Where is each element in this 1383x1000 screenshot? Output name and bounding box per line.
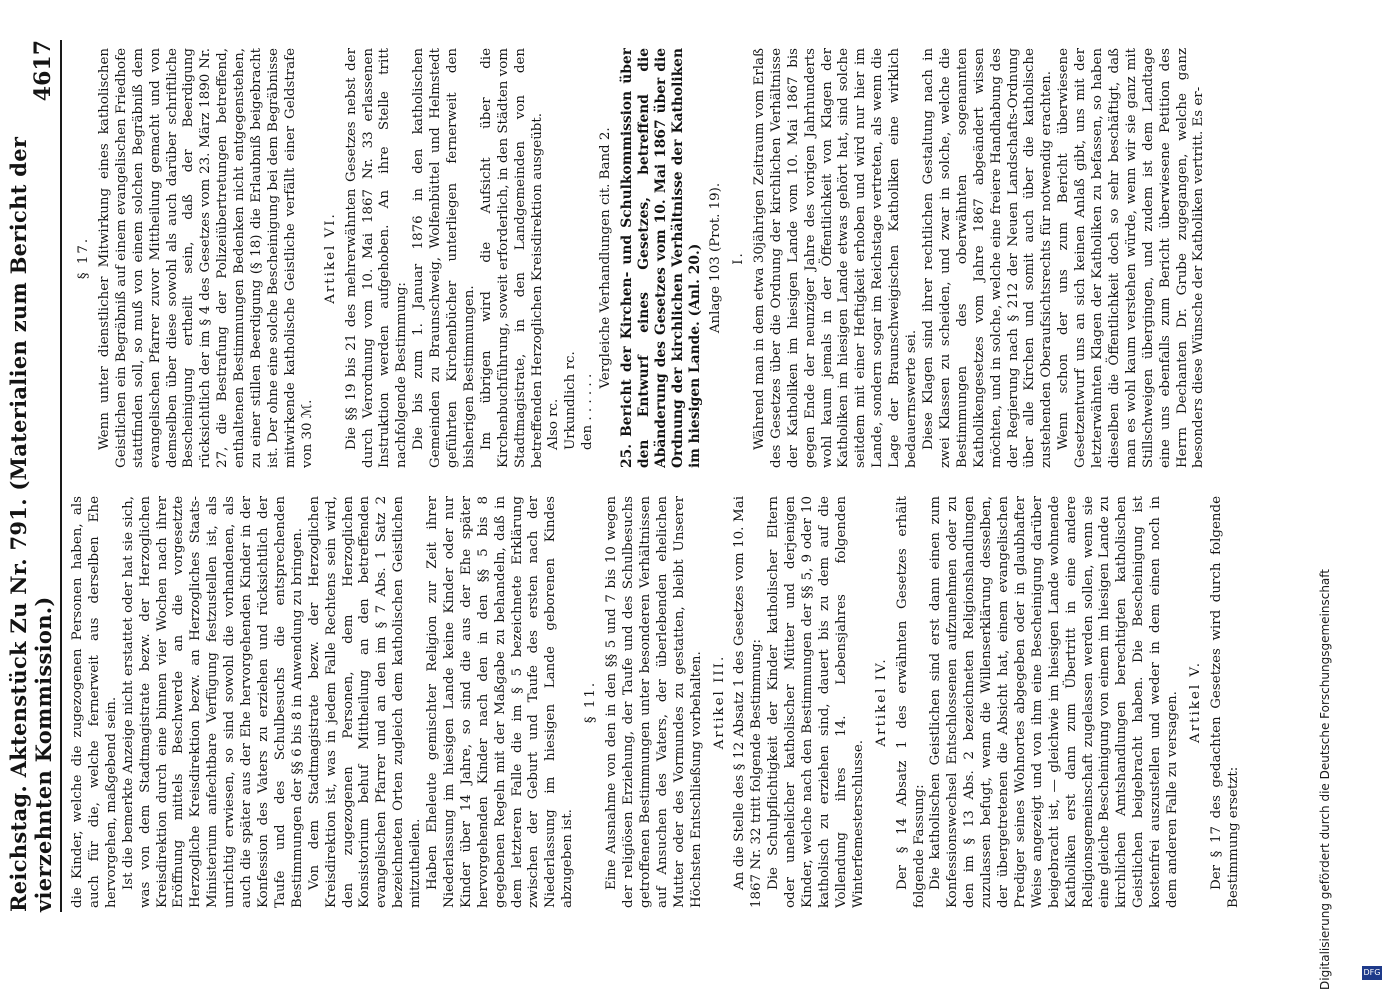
paragraph: Von dem Stadtmagistrate bezw. der Herzoglichen Kreisdirektion ist, was in jedem Falle Rechtens sein wird, den zugezogenen Personen, dem Herzoglichen Konsistorium behuf Mittheilung an den betreffenden evangelischen Pfarrer und an den im § 7 Abs. 1 Satz 2 bezeichneten Orten zugleich dem katholischen Geistlichen mitzutheilen.: [306, 496, 424, 908]
column-left: [70, 496, 1383, 908]
dfg-logo: DFG: [1362, 966, 1382, 980]
page-header: [6, 40, 62, 912]
paragraph: Die Schulpflichtigkeit der Kinder katholischer Eltern oder unehelicher katholischer Mütter und derjenigen Kinder, welche nach den Bestimmungen der §§ 5, 9 oder 10 katholisch zu erziehen sind, dauert bis zu dem auf die Vollendung ihres 14. Lebensjahres folgenden Winterfemesterschlusse.: [766, 496, 866, 908]
paragraph: Eine Ausnahme von den in den §§ 5 und 7 bis 10 wegen der religiösen Erziehung, der Taufe und des Schulbesuchs getroffenen Bestimmungen unter besonderen Verhältnissen auf Ansuchen des Vaters, der überlebenden ehelichen Mutter oder des Vormundes zu gestatten, bleibt Unserer Höchsten Entschließung vorbehalten.: [604, 496, 704, 908]
paragraph: Wenn schon der uns zum Bericht überwiesene Gesetzentwurf uns an sich keinen Anlaß gibt, uns mit der letzterwähnten Klagen der Katholiken zu befassen, so haben dieselben die Öffentlichkeit doch so sehr beschäftigt, daß man es wohl kaum verstehen würde, wenn wir sie ganz mit Stillschweigen übergingen, und zudem ist dem Landtage eine uns ebenfalls zum Bericht überwiesene Petition des Herrn Dechanten Dr. Grube zugegangen, welche ganz besonders diese Wünsche der Katholiken vertritt. Es er-: [1056, 48, 1207, 468]
paragraph: die Kinder, welche die zugezogenen Personen haben, als auch für die, welche fernerweit aus derselben Ehe hervorgehen, maßgebend sein.: [70, 496, 119, 908]
report-title: 25. Bericht der Kirchen- und Schulkommission über den Entwurf eines Gesetzes, betreffend die Abänderung des Gesetzes vom 10. Mai 1867 über die Ordnung der kirchlichen Verhältnisse der Katholiken im hiesigen Lande. (Anl. 20.): [619, 48, 704, 468]
formula-date: den . . . . . .: [580, 373, 596, 450]
column-right: [70, 48, 1383, 468]
roman-numeral: I.: [731, 251, 746, 265]
compare-note: Vergleiche Verhandlungen cit. Band 2.: [598, 127, 614, 389]
section-heading: § 17.: [76, 236, 91, 280]
paragraph: An die Stelle des § 12 Absatz 1 des Gesetzes vom 10. Mai 1867 Nr. 32 tritt folgende Bestimmung:: [732, 496, 765, 908]
paragraph: Ist die bemerkte Anzeige nicht erstattet oder hat sie sich, was von dem Stadtmagistrate bezw. der Herzoglichen Kreisdirektion durch eine binnen vier Wochen nach ihrer Eröffnung mittels Beschwerde an die vorgesetzte Herzogliche Kreisdirektion bezw. an Herzogliches Staats-Ministerium anfechtbare Verfügung festzustellen ist, als unrichtig erwiesen, so sind sowohl die vorhandenen, als auch die später aus der Ehe hervorgehenden Kinder in der Konfession des Vaters zu erziehen und rücksichtlich der Taufe und des Schulbesuchs die entsprechenden Bestimmungen der §§ 6 bis 8 in Anwendung zu bringen.: [120, 496, 305, 908]
article-heading: Artikel VI.: [322, 212, 338, 304]
paragraph: Im übrigen wird die Aufsicht über die Kirchenbuchführung, soweit erforderlich, in den Städten vom Stadtmagistrate, in den Landgemeinden von den betreffenden Herzoglichen Kreisdirektion ausgeübt.: [478, 48, 545, 468]
page-number: 4617: [30, 40, 56, 102]
formula-document: Urkundlich rc.: [563, 351, 579, 450]
paragraph: Die §§ 19 bis 21 des mehrerwähnten Gesetzes nebst der durch Verordnung vom 10. Mai 1867 Nr. 33 erlassenen Instruktion werden aufgehoben. An ihre Stelle tritt nachfolgende Bestimmung:: [343, 48, 410, 468]
paragraph: Haben Eheleute gemischter Religion zur Zeit ihrer Niederlassung im hiesigen Lande keine Kinder oder nur Kinder über 14 Jahre, so sind die aus der Ehe später hervorgehenden Kinder nach den in den §§ 5 bis 8 gegebenen Regeln mit der Maßgabe zu behandeln, daß in dem letzteren Falle die im § 5 bezeichnete Erklärung zwischen der Geburt und Taufe des ersten nach der Niederlassung im hiesigen Lande geborenen Kindes abzugeben ist.: [425, 496, 576, 908]
section-heading: § 11.: [583, 680, 599, 724]
article-heading: Artikel IV.: [873, 657, 889, 747]
running-title: Reichstag. Aktenstück Zu Nr. 791. (Materialien zum Bericht der vierzehnten Kommission.): [6, 136, 56, 912]
digitization-note: Digitalisierung gefördert durch die Deutsche Forschungsgemeinschaft: [1318, 568, 1332, 990]
paragraph: Die katholischen Geistlichen sind erst dann einen zum Konfessionswechsel Entschlossenen aufzunehmen oder zu den im § 13 Abs. 2 bezeichneten Religionshandlungen zuzulassen befugt, wenn die Willenserklärung desselben, der übergetretenen die Absicht hat, einem evangelischen Prediger seines Wohnortes abgegeben oder in glaubhafter Weise angezeigt und von ihm eine Bescheinigung darüber beigebracht ist, — gleichwie im hiesigen Lande wohnende Katholiken erst dann zum Übertritt in eine andere Religionsgemeinschaft zugelassen werden sollen, wenn sie eine gleiche Bescheinigung von einem im hiesigen Lande zu kirchlichen Amtshandlungen berechtigten katholischen Geistlichen beigebracht haben. Die Bescheinigung ist kostenfrei auszustellen und weder in dem einen noch in dem anderen Falle zu versagen.: [928, 496, 1181, 908]
paragraph: Wenn unter dienstlicher Mitwirkung eines katholischen Geistlichen ein Begräbniß auf einem evangelischen Friedhofe stattfinden soll, so muß von einem solchen Begräbniß dem evangelischen Pfarrer zuvor Mittheilung gemacht und von demselben über diese sowohl als auch darüber schriftliche Bescheinigung ertheilt sein, daß der Beerdigung rücksichtlich der im § 4 des Gesetzes vom 23. März 1890 Nr. 27, die Bestrafung der Polizeiübertretungen betreffend, enthaltenen Bestimmungen Bedenken nicht entgegenstehen, zu einer stillen Beerdigung (§ 18) die Erlaubniß beigebracht ist. Der ohne eine solche Bescheinigung bei dem Begräbnisse mitwirkende katholische Geistliche verfällt einer Geldstrafe von 30 ℳ.: [96, 48, 315, 468]
paragraph: Der § 17 des gedachten Gesetzes wird durch folgende Bestimmung ersetzt:: [1208, 496, 1241, 908]
paragraph: Während man in dem etwa 30jährigen Zeitraum vom Erlaß des Gesetzes über die Ordnung der kirchlichen Verhältnisse der Katholiken im hiesigen Lande vom 10. Mai 1867 bis gegen Ende der neunziger Jahre des vorigen Jahrhunderts wohl kaum jemals in der Öffentlichkeit von Klagen der Katholiken im hiesigen Lande etwas gehört hat, sind solche seitdem mit einer Heftigkeit erhoben und wird nur hier im Lande, sondern sogar im Reichstage vertreten, als wenn die Lage der Braunschweigischen Katholiken eine wirklich bedauernswerte sei.: [751, 48, 920, 468]
annex-reference: Anlage 103 (Prot. 19).: [708, 182, 724, 334]
paragraph: Diese Klagen sind ihrer rechtlichen Gestaltung nach in zwei Klassen zu scheiden, und zwar in solche, welche die Bestimmungen des oberwähnten sogenannten Katholikengesetzes vom Jahre 1867 abgeändert wissen möchten, und in solche, welche eine freiere Handhabung des der Regierung nach § 212 der Neuen Landschafts-Ordnung über alle Kirchen und somit auch über die katholische zustehenden Oberaufsichtsrechts für notwendig erachten.: [920, 48, 1055, 468]
article-heading: Artikel V.: [1188, 661, 1203, 743]
paragraph: Die bis zum 1. Januar 1876 in den katholischen Gemeinden zu Braunschweig, Wolfenbüttel und Helmstedt geführten Kirchenbücher unterliegen fernerweit den bisherigen Bestimmungen.: [411, 48, 477, 468]
article-heading: Artikel III.: [711, 654, 727, 750]
paragraph: Der § 14 Absatz 1 des erwähnten Gesetzes erhält folgende Fassung:: [894, 496, 927, 908]
formula-given: Also rc.: [546, 398, 562, 450]
